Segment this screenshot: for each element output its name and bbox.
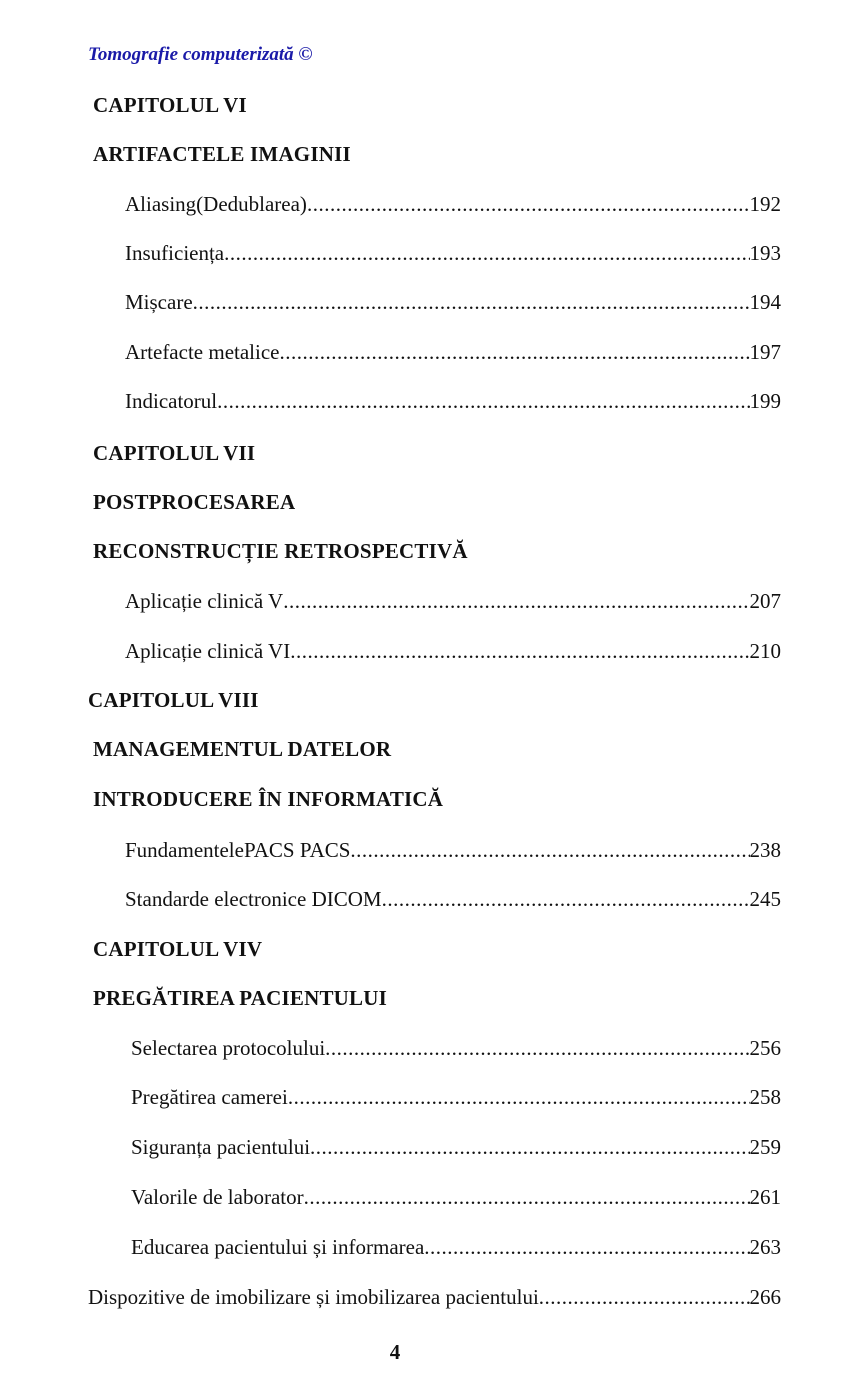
toc-entry [125,835,781,865]
toc-entry-title: Indicatorul [125,389,218,413]
chapter-heading: CAPITOLUL VIV [93,937,263,961]
toc-entry [131,1232,781,1262]
chapter-heading: CAPITOLUL VII [93,441,256,465]
toc-entry-title: Valorile de laborator [131,1185,304,1209]
toc-entry-title: Selectarea protocolului [131,1036,326,1060]
toc-entry-title: Educarea pacientului și informarea [131,1235,425,1259]
toc-entry [131,1132,781,1162]
toc-leader-dots [382,884,750,914]
toc-leader-dots [288,1082,750,1112]
toc-entry-page: 193 [749,241,781,265]
toc-entry-page: 192 [749,192,781,216]
toc-leader-dots [304,1182,750,1212]
toc-entry [125,287,781,317]
toc-entry-page: 259 [749,1135,781,1159]
toc-entry-page: 199 [749,389,781,413]
toc-leader-dots [307,189,750,219]
toc-leader-dots [217,386,749,416]
toc-entry-title: Aliasing(Dedublarea) [125,192,307,216]
chapter-heading: CAPITOLUL VI [93,93,247,117]
toc-entry-page: 210 [749,639,781,663]
toc-entry [125,337,781,367]
toc-entry-page: 263 [749,1235,781,1259]
toc-entry-title: Dispozitive de imobilizare și imobilizarea pacientului [88,1285,539,1309]
toc-entry-title: Artefacte metalice [125,340,280,364]
chapter-subtitle: RECONSTRUCȚIE RETROSPECTIVĂ [93,539,468,563]
toc-entry-title: Siguranța pacientului [131,1135,311,1159]
chapter-title: PREGĂTIREA PACIENTULUI [93,986,387,1010]
toc-entry [131,1033,781,1063]
toc-entry [131,1082,781,1112]
running-header: Tomografie computerizată © [88,44,313,65]
toc-leader-dots [279,337,749,367]
toc-entry-page: 238 [749,838,781,862]
toc-entry-title: Pregătirea camerei [131,1085,288,1109]
toc-leader-dots [350,835,749,865]
toc-entry [125,238,781,268]
toc-entry-page: 197 [749,340,781,364]
toc-entry-page: 194 [749,290,781,314]
toc-leader-dots [310,1132,749,1162]
chapter-subtitle: INTRODUCERE ÎN INFORMATICĂ [93,787,444,811]
toc-entry [125,386,781,416]
toc-entry-page: 258 [749,1085,781,1109]
toc-entry-title: Standarde electronice DICOM [125,887,382,911]
toc-entry-page: 245 [749,887,781,911]
chapter-title: MANAGEMENTUL DATELOR [93,737,392,761]
toc-entry [125,884,781,914]
toc-entry-page: 266 [749,1285,781,1309]
toc-leader-dots [325,1033,749,1063]
toc-entry-title: Insuficiența [125,241,225,265]
page-number: 4 [389,1340,401,1364]
toc-entry-title: Aplicație clinică VI [125,639,291,663]
toc-entry [125,189,781,219]
toc-entry-title: Aplicație clinică V [125,589,284,613]
toc-leader-dots [424,1232,749,1262]
toc-entry-page: 256 [749,1036,781,1060]
toc-entry [125,586,781,616]
toc-leader-dots [283,586,749,616]
toc-leader-dots [193,287,750,317]
toc-entry [125,636,781,666]
toc-entry-title: Mișcare [125,290,193,314]
toc-entry [131,1182,781,1212]
toc-leader-dots [539,1282,750,1312]
toc-entry [88,1282,781,1312]
chapter-title: POSTPROCESAREA [93,490,296,514]
chapter-title: ARTIFACTELE IMAGINII [93,142,351,166]
toc-entry-title: FundamentelePACS PACS [125,838,351,862]
toc-leader-dots [224,238,749,268]
toc-entry-page: 261 [749,1185,781,1209]
chapter-heading: CAPITOLUL VIII [88,688,259,712]
toc-entry-page: 207 [749,589,781,613]
toc-leader-dots [290,636,749,666]
